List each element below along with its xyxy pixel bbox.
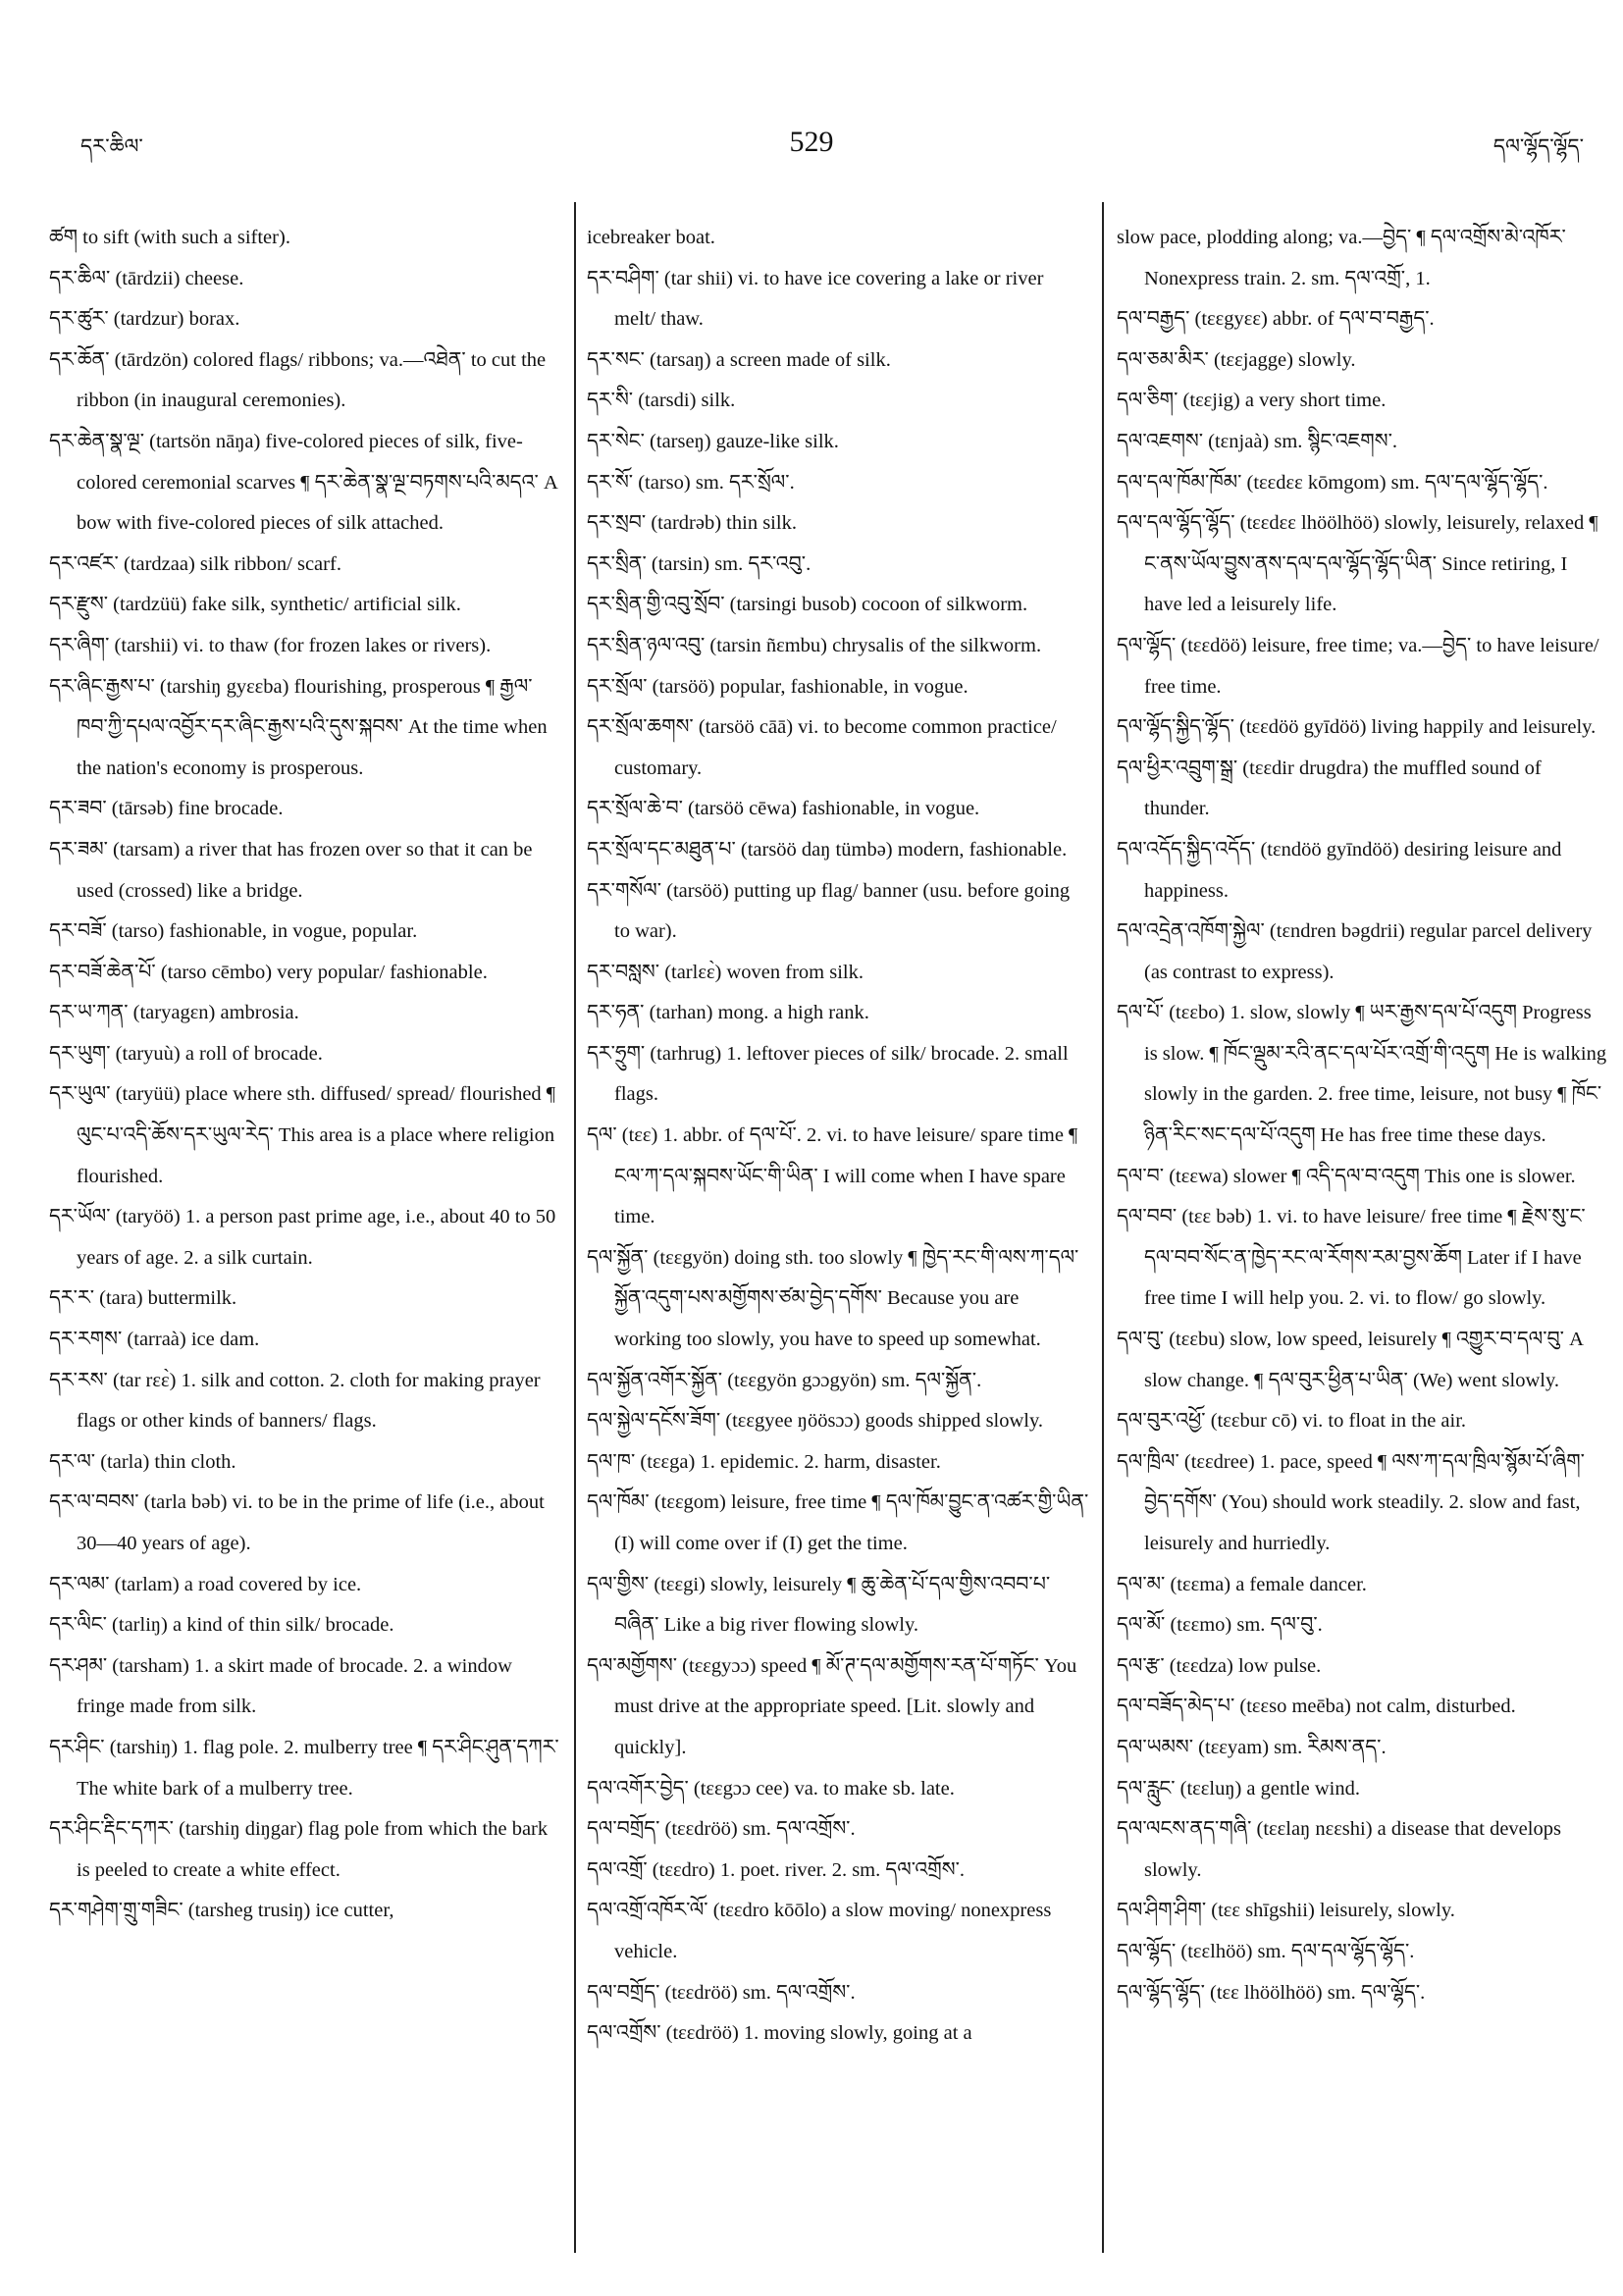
dictionary-entry: དར་སི་ (tarsdi) silk. (587, 390, 736, 412)
dictionary-entry: དར་བཟོ་ཆེན་པོ་ (tarso cēmbo) very popular/ fashionable. (49, 961, 488, 983)
dictionary-entry: དར་ཤིང་རྡིང་དཀར་ (tarshiŋ diŋgar) flag pole from which the bark is peeled to create a white effect. (49, 1818, 549, 1881)
dictionary-entry: དར་ཟམ་ (tarsam) a river that has frozen over so that it can be used (crossed) like a bridge. (49, 838, 533, 902)
dictionary-entry: དལ་བཟོད་མེད་པ་ (tɛɛso meēba) not calm, disturbed. (1117, 1696, 1516, 1718)
dictionary-entry: དལ་འགྲོ་ (tɛɛdro) 1. poet. river. 2. sm. དལ་འགྲོས་. (587, 1858, 966, 1881)
dictionary-entry: དལ་འཇགས་ (tɛnjaà) sm. སྙིང་འཇགས་. (1117, 430, 1398, 452)
dictionary-entry: དར་ཆོན་ (tārdzön) colored flags/ ribbons; va.—འཐེན་ to cut the ribbon (in inaugural ceremonies). (49, 348, 547, 412)
dictionary-entry: དར་གཤེག་གྲུ་གཟིང་ (tarsheg trusiŋ) ice cutter, (49, 1900, 394, 1922)
dictionary-entry: དར་ཆེན་སྣ་ལྔ་ (tartsön nāŋa) five-colored pieces of silk, five-colored ceremonial scarves ¶ དར་ཆེན་སྣ་ལྔ་བཏགས་པའི་མདའ་ A bow with five-colored pieces of silk attached. (49, 430, 557, 535)
dictionary-entry: དར་ཧན་ (tarhan) mong. a high rank. (587, 1002, 869, 1024)
column-left (49, 218, 559, 1932)
dictionary-entry: དལ་ཁ་ (tɛɛga) 1. epidemic. 2. harm, disaster. (587, 1450, 941, 1473)
dictionary-entry: དར་ཚུར་ (tardzur) borax. (49, 308, 240, 331)
dictionary-entry: དལ་ཕྱིར་འབྲུག་སྒྲ་ (tɛɛdir drugdra) the muffled sound of thunder. (1117, 757, 1542, 820)
header-guide-word-left: དར་ཆིལ་ (80, 134, 143, 158)
dictionary-entry: དལ་འདོད་སྐྱིད་འདོད་ (tɛndöö gyīndöö) desiring leisure and happiness. (1117, 838, 1562, 902)
dictionary-entry: དར་ཤིང་ (tarshiŋ) 1. flag pole. 2. mulberry tree ¶ དར་ཤིང་ཤུན་དཀར་ The white bark of a mulberry tree. (49, 1736, 559, 1800)
dictionary-entry: དལ་བགྲོད་ (tɛɛdröö) sm. དལ་འགྲོས་. (587, 1818, 856, 1841)
dictionary-entry: ཚག to sift (with such a sifter). (49, 227, 290, 248)
dictionary-entry: དར་ཡུལ་ (taryüü) place where sth. diffused/ spread/ flourished ¶ ལུང་པ་འདི་ཆོས་དར་ཡུལ་རེད་ This area is a place where religion flourished. (49, 1083, 556, 1187)
dictionary-entry: དར་ཤམ་ (tarsham) 1. a skirt made of brocade. 2. a window fringe made from silk. (49, 1654, 512, 1718)
dictionary-entry: དལ་ཡམས་ (tɛɛyam) sm. རིམས་ནད་. (1117, 1736, 1387, 1758)
dictionary-entry: དར་གསོལ་ (tarsöö) putting up flag/ banner (usu. before going to war). (587, 879, 1071, 943)
dictionary-entry: དར་སྲིན་གྱི་འབུ་སྲོབ་ (tarsingi busob) cocoon of silkworm. (587, 594, 1028, 616)
dictionary-entry: དལ་རླུང་ (tɛɛluŋ) a gentle wind. (1117, 1777, 1360, 1800)
dictionary-entry: དལ་ལངས་ནད་གཞི་ (tɛɛlaŋ nɛɛshi) a disease that develops slowly. (1117, 1818, 1561, 1881)
dictionary-entry: དར་སྲོལ་ (tarsöö) popular, fashionable, in vogue. (587, 675, 969, 698)
dictionary-entry: དལ་ཤིག་ཤིག་ (tɛɛ shīgshii) leisurely, slowly. (1117, 1900, 1455, 1922)
column-divider (574, 202, 576, 2253)
dictionary-entry: དར་ལ་ (tarla) thin cloth. (49, 1450, 236, 1473)
dictionary-entry: དར་སྲོལ་ཆེ་བ་ (tarsöö cēwa) fashionable, in vogue. (587, 798, 980, 820)
dictionary-entry: དལ་སྐྱེལ་དངོས་ཟོག་ (tɛɛgyee ŋöösɔɔ) goods shipped slowly. (587, 1410, 1044, 1433)
dictionary-entry: དལ་ལྷོད་ (tɛɛdöö) leisure, free time; va.—བྱེད་ to have leisure/ free time. (1117, 634, 1599, 698)
dictionary-entry: དལ་འགོར་བྱེད་ (tɛɛgɔɔ cee) va. to make sb. late. (587, 1777, 955, 1800)
dictionary-entry: དར་སང་ (tarsaŋ) a screen made of silk. (587, 348, 891, 371)
dictionary-entry: དལ་ལྷོད་ (tɛɛlhöö) sm. དལ་དལ་ལྷོད་ལྷོད་. (1117, 1940, 1415, 1962)
dictionary-entry: དར་ཧྲུག་ (tarhrug) 1. leftover pieces of silk/ brocade. 2. small flags. (587, 1042, 1069, 1106)
dictionary-entry: དར་སོ་ (tarso) sm. དར་སྲོལ་. (587, 471, 795, 494)
dictionary-entry: དར་བཤིག་ (tar shii) vi. to have ice covering a lake or river melt/ thaw. (587, 267, 1044, 331)
dictionary-entry: icebreaker boat. (587, 227, 715, 248)
dictionary-entry: དལ་ཁོམ་ (tɛɛgom) leisure, free time ¶ དལ་ཁོམ་བྱུང་ན་འཚར་གྱི་ཡིན་ (I) will come over if (I) get the time. (587, 1491, 1089, 1554)
dictionary-entry: དར་སྲོལ་ཆགས་ (tarsöö cāā) vi. to become common practice/ customary. (587, 716, 1057, 779)
dictionary-entry: དལ་བརྒྱད་ (tɛɛgyɛɛ) abbr. of དལ་བ་བརྒྱད་. (1117, 308, 1435, 331)
dictionary-entry: དར་སྲིན་ (tarsin) sm. དར་འབུ་. (587, 552, 812, 575)
dictionary-entry: དལ་གྱིས་ (tɛɛgi) slowly, leisurely ¶ ཆུ་ཆེན་པོ་དལ་གྱིས་འབབ་པ་བཞིན་ Like a big river flowing slowly. (587, 1573, 1051, 1637)
dictionary-entry: དལ་འགྲོ་འཁོར་ལོ་ (tɛɛdro kōōlo) a slow moving/ nonexpress vehicle. (587, 1900, 1052, 1962)
dictionary-entry: དལ་འགྲོས་ (tɛɛdröö) 1. moving slowly, going at a (587, 2022, 972, 2045)
dictionary-entry: དལ་མོ་ (tɛɛmo) sm. དལ་བུ་. (1117, 1614, 1323, 1637)
dictionary-entry: དལ་ལྷོད་སྐྱིད་ལྷོད་ (tɛɛdöö gyīdöö) living happily and leisurely. (1117, 716, 1597, 739)
dictionary-entry: དར་རགས་ (tarraà) ice dam. (49, 1329, 260, 1351)
dictionary-entry: དར་བསླས་ (tarlɛɛ̀) woven from silk. (587, 961, 864, 983)
dictionary-entry: དར་ལ་བབས་ (tarla bəb) vi. to be in the prime of life (i.e., about 30—40 years of age). (49, 1491, 545, 1554)
dictionary-entry: དར་སྲོལ་དང་མཐུན་པ་ (tarsöö daŋ tümbə) modern, fashionable. (587, 838, 1068, 861)
column-right (1117, 218, 1607, 2013)
dictionary-entry: དལ་རྩ་ (tɛɛdza) low pulse. (1117, 1654, 1322, 1677)
dictionary-entry: དལ་ཅིག་ (tɛɛjig) a very short time. (1117, 390, 1387, 412)
dictionary-entry: slow pace, plodding along; va.—བྱེད་ ¶ དལ་འགྲོས་མེ་འཁོར་ Nonexpress train. 2. sm. དལ་འགྲོ་, 1. (1117, 227, 1566, 289)
dictionary-entry: དལ་སྐྱོན་འགོར་སྐྱོན་ (tɛɛgyön gɔɔgyön) sm. དལ་སྐྱོན་. (587, 1369, 982, 1391)
dictionary-entry: དར་སེང་ (tarseŋ) gauze-like silk. (587, 430, 839, 452)
dictionary-entry: དར་ཞིང་རྒྱས་པ་ (tarshiŋ gyɛɛba) flourishing, prosperous ¶ རྒྱལ་ཁབ་ཀྱི་དཔལ་འབྱོར་དར་ཞིང་རྒྱས་པའི་དུས་སྐབས་ At the time when the nation's economy is prosperous. (49, 675, 548, 779)
dictionary-entry: དལ་མ་ (tɛɛma) a female dancer. (1117, 1573, 1367, 1595)
dictionary-entry: དར་སྲིན་ཉལ་འབུ་ (tarsin ñɛmbu) chrysalis of the silkworm. (587, 634, 1042, 656)
dictionary-entry: དར་ར་ (tara) buttermilk. (49, 1287, 237, 1310)
dictionary-entry: དར་རས་ (tar rɛɛ̀) 1. silk and cotton. 2. cloth for making prayer flags or other kinds of banners/ flags. (49, 1369, 541, 1433)
dictionary-entry: དལ་པོ་ (tɛɛbo) 1. slow, slowly ¶ ཡར་རྒྱས་དལ་པོ་འདུག Progress is slow. ¶ ཁོང་ལྡུམ་རའི་ནང་དལ་པོར་འགྲོ་གི་འདུག He is walking slowly in the garden. 2. free time, leisure, not busy ¶ ཁོང་ཉིན་རིང་སང་དལ་པོ་འདུག He has free time these days. (1117, 1002, 1607, 1147)
dictionary-entry: དལ་དལ་ལྷོད་ལྷོད་ (tɛɛdɛɛ lhöölhöö) slowly, leisurely, relaxed ¶ ང་ནས་ཡོལ་བྱུས་ནས་དལ་དལ་ལྷོད་ལྷོད་ཡིན་ Since retiring, I have led a leisurely life. (1117, 512, 1598, 616)
dictionary-entry: དར་བཟོ་ (tarso) fashionable, in vogue, popular. (49, 920, 418, 943)
header-guide-word-right: དལ་ལྷོད་ལྷོད་ (1492, 134, 1584, 158)
dictionary-entry: དར་ཡ་ཀན་ (taryagɛn) ambrosia. (49, 1002, 299, 1024)
dictionary-entry: དལ་ལྷོད་ལྷོད་ (tɛɛ lhöölhöö) sm. དལ་ལྷོད་. (1117, 1981, 1426, 2004)
dictionary-entry: དལ་དལ་ཁོམ་ཁོམ་ (tɛɛdɛɛ kōmgom) sm. དལ་དལ་ལྷོད་ལྷོད་. (1117, 471, 1548, 494)
dictionary-entry: དལ་མགྱོགས་ (tɛɛgyɔɔ) speed ¶ མོ་ཊ་དལ་མགྱོགས་རན་པོ་གཏོང་ You must drive at the appropriate speed. [Lit. slowly and quickly]. (587, 1654, 1077, 1758)
dictionary-entry: དལ་ཅམ་མིར་ (tɛɛjagge) slowly. (1117, 348, 1356, 371)
dictionary-entry: དལ་འདྲེན་འཁོག་སྐྱེལ་ (tɛndren bəgdrii) regular parcel delivery (as contrast to express). (1117, 920, 1593, 983)
dictionary-entry: དར་རྫུས་ (tardzüü) fake silk, synthetic/ artificial silk. (49, 594, 461, 616)
dictionary-entry: དར་ལིང་ (tarliŋ) a kind of thin silk/ brocade. (49, 1614, 394, 1637)
dictionary-entry: དལ་བ་ (tɛɛwa) slower ¶ འདི་དལ་བ་འདུག This one is slower. (1117, 1165, 1576, 1187)
dictionary-entry: དལ་བབ་ (tɛɛ bəb) 1. vi. to have leisure/ free time ¶ རྗེས་སུ་ང་དལ་བབ་སོང་ན་ཁྱེད་རང་ལ་རོགས་རམ་བྱས་ཆོག Later if I have free time I will help you. 2. vi. to flow/ go slowly. (1117, 1206, 1586, 1310)
page-number: 529 (789, 126, 834, 158)
dictionary-entry: དལ་བགྲོད་ (tɛɛdröö) sm. དལ་འགྲོས་. (587, 1981, 856, 2004)
dictionary-entry: དར་སྲབ་ (tardrəb) thin silk. (587, 512, 797, 535)
dictionary-entry: དལ་ (tɛɛ) 1. abbr. of དལ་པོ་. 2. vi. to have leisure/ spare time ¶ ངལ་ཀ་དལ་སྐབས་ཡོང་གི་ཡིན་ I will come when I have spare time. (587, 1124, 1078, 1228)
dictionary-entry: དར་ཡུག་ (taryuù) a roll of brocade. (49, 1042, 323, 1065)
dictionary-entry: དར་ཆིལ་ (tārdzii) cheese. (49, 267, 244, 289)
dictionary-entry: དལ་ཁྲིལ་ (tɛɛdree) 1. pace, speed ¶ ལས་ཀ་དལ་ཁྲིལ་སྙོམ་པོ་ཞིག་བྱེད་དགོས་ (You) should work steadily. 2. slow and fast, leisurely and hurriedly. (1117, 1450, 1585, 1554)
dictionary-entry: དལ་སྐྱོན་ (tɛɛgyön) doing sth. too slowly ¶ ཁྱེད་རང་གི་ལས་ཀ་དལ་སྐྱོན་འདུག་པས་མགྱོགས་ཙམ་བྱེད་དགོས་ Because you are working too slowly, you have to speed up somewhat. (587, 1246, 1079, 1351)
dictionary-entry: དལ་བུ་ (tɛɛbu) slow, low speed, leisurely ¶ འགྱུར་བ་དལ་བུ་ A slow change. ¶ དལ་བུར་ཕྱིན་པ་ཡིན་ (We) went slowly. (1117, 1329, 1583, 1391)
column-middle (587, 218, 1089, 2055)
dictionary-entry: དར་ཞིག་ (tarshii) vi. to thaw (for frozen lakes or rivers). (49, 634, 492, 656)
dictionary-entry: དར་འཛར་ (tardzaa) silk ribbon/ scarf. (49, 552, 341, 575)
dictionary-entry: དར་ཡོལ་ (taryöö) 1. a person past prime age, i.e., about 40 to 50 years of age. 2. a silk curtain. (49, 1206, 556, 1269)
dictionary-entry: དལ་བུར་འཕྱོ་ (tɛɛbur cō) vi. to float in the air. (1117, 1410, 1467, 1433)
column-divider (1102, 202, 1104, 2253)
dictionary-entry: དར་ལམ་ (tarlam) a road covered by ice. (49, 1573, 362, 1595)
dictionary-entry: དར་ཟབ་ (tārsəb) fine brocade. (49, 798, 284, 820)
